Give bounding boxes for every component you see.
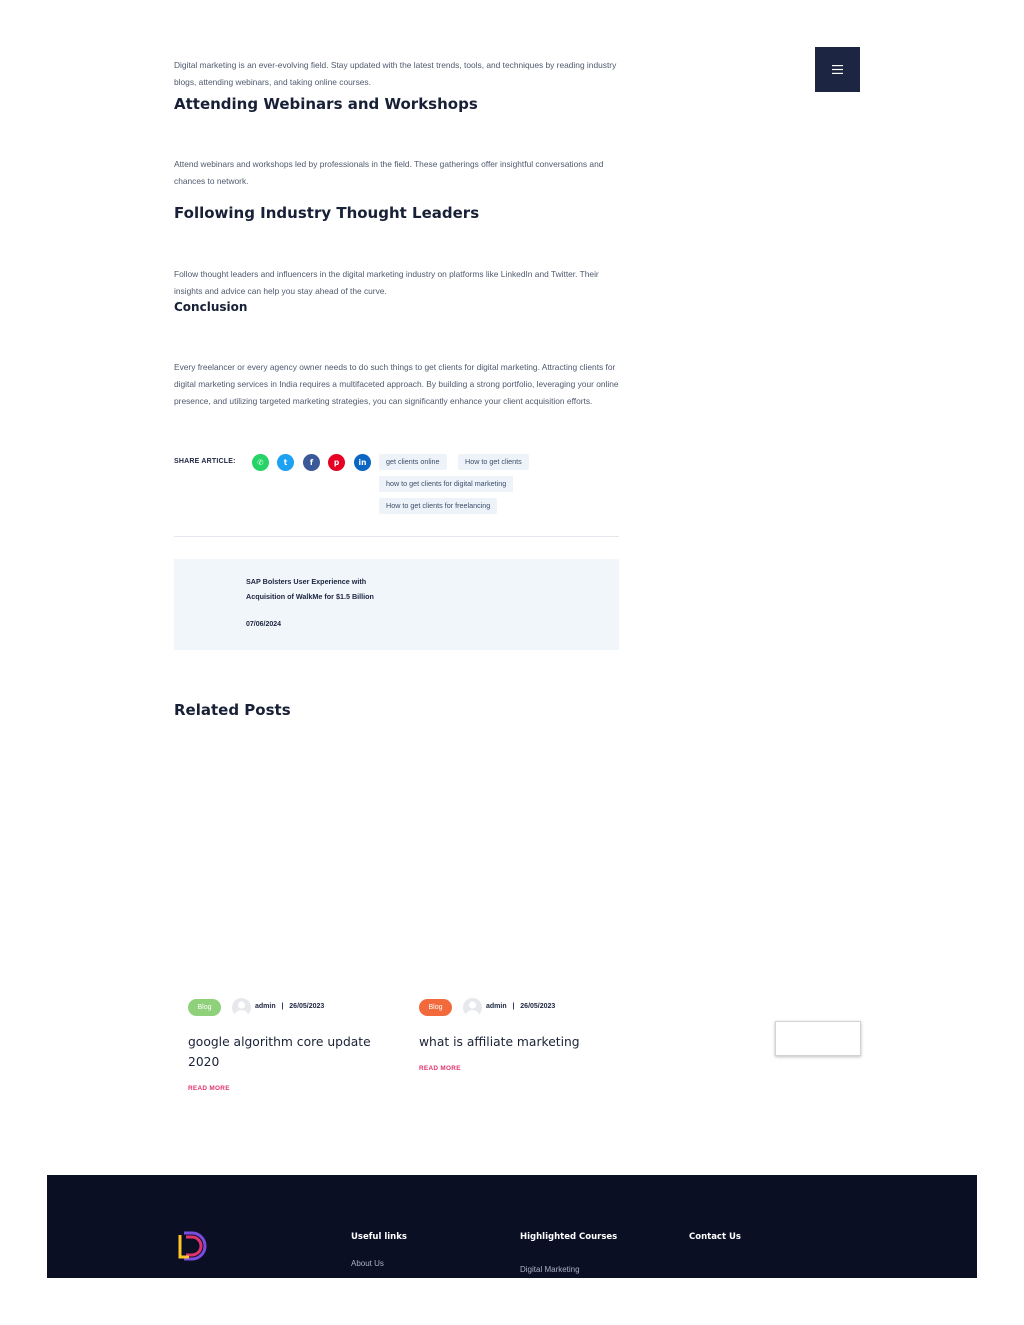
tag-link[interactable]: get clients online: [379, 454, 447, 470]
article-paragraph: Every freelancer or every agency owner needs to do such things to get clients for digital marketing. Attracting clients for digital marketing services in India requires a multifaceted approach. By building a strong portfolio, leveraging your online presence, and utilizing targeted marketing strategies, you can significantly enhance your client acquisition efforts.: [174, 362, 619, 406]
article-paragraph: Follow thought leaders and influencers in the digital marketing industry on platforms like LinkedIn and Twitter. Their insights and advice can help you stay ahead of the curve.: [174, 269, 599, 296]
post-author[interactable]: admin: [255, 1003, 276, 1010]
facebook-share-button[interactable]: [303, 454, 320, 471]
twitter-share-button[interactable]: [277, 454, 294, 471]
twitter-icon: t: [283, 458, 288, 467]
linkedin-share-button[interactable]: [354, 454, 371, 471]
post-nav-date: 07/06/2024: [246, 621, 282, 628]
related-post-title[interactable]: what is affiliate marketing: [419, 1035, 580, 1049]
category-badge[interactable]: Blog: [188, 999, 221, 1016]
post-meta: [486, 1003, 555, 1010]
divider: [174, 536, 619, 537]
related-post-card: [188, 997, 398, 1107]
share-article-row: [174, 454, 619, 514]
post-meta: [255, 1003, 324, 1010]
pinterest-icon: p: [333, 458, 340, 467]
related-posts-heading: Related Posts: [174, 701, 291, 719]
post-navigation[interactable]: [174, 559, 619, 650]
footer-link-digital-marketing[interactable]: Digital Marketing: [520, 1265, 580, 1274]
user-avatar-icon: [463, 998, 482, 1017]
facebook-icon: f: [309, 458, 314, 467]
tag-link[interactable]: How to get clients: [458, 454, 529, 470]
linkedin-icon: in: [358, 458, 367, 467]
post-date: 26/05/2023: [520, 1003, 556, 1010]
footer-link-about-us[interactable]: About Us: [351, 1259, 384, 1268]
tag-link[interactable]: how to get clients for digital marketing: [379, 476, 513, 492]
share-label: SHARE ARTICLE:: [174, 458, 236, 465]
menu-button[interactable]: [815, 47, 860, 92]
read-more-link[interactable]: READ MORE: [188, 1085, 230, 1092]
footer-heading-contact-us: Contact Us: [689, 1232, 741, 1242]
avatar: [463, 998, 482, 1017]
post-nav-title[interactable]: SAP Bolsters User Experience with Acquisition of WalkMe for $1.5 Billion: [246, 577, 374, 601]
footer-heading-highlighted-courses: Highlighted Courses: [520, 1232, 618, 1242]
meta-separator: |: [512, 1003, 515, 1010]
avatar: [232, 998, 251, 1017]
whatsapp-share-button[interactable]: [252, 454, 269, 471]
section-heading: Conclusion: [174, 300, 248, 314]
hamburger-menu-icon: [832, 65, 843, 74]
user-avatar-icon: [232, 998, 251, 1017]
footer-heading-useful-links: Useful links: [351, 1232, 407, 1242]
read-more-link[interactable]: READ MORE: [419, 1065, 461, 1072]
post-date: 26/05/2023: [289, 1003, 325, 1010]
tag-link[interactable]: How to get clients for freelancing: [379, 498, 497, 514]
meta-separator: |: [281, 1003, 284, 1010]
section-heading: Attending Webinars and Workshops: [174, 95, 478, 113]
section-heading: Following Industry Thought Leaders: [174, 204, 480, 222]
related-post-title[interactable]: google algorithm core update 2020: [188, 1035, 371, 1069]
post-author[interactable]: admin: [486, 1003, 507, 1010]
whatsapp-icon: ✆: [257, 458, 264, 467]
pinterest-share-button[interactable]: [328, 454, 345, 471]
article-paragraph: Digital marketing is an ever-evolving field. Stay updated with the latest trends, tools, and techniques by reading industry blogs, attending webinars, and taking online courses.: [174, 60, 617, 87]
brand-logo[interactable]: [174, 1228, 210, 1264]
article-paragraph: Attend webinars and workshops led by professionals in the field. These gatherings offer insightful conversations and chances to network.: [174, 159, 604, 186]
logo-arc-inner: [186, 1237, 201, 1255]
recaptcha-badge[interactable]: [775, 1021, 861, 1056]
related-post-card: [419, 997, 629, 1107]
category-badge[interactable]: Blog: [419, 999, 452, 1016]
site-footer: [47, 1175, 977, 1278]
